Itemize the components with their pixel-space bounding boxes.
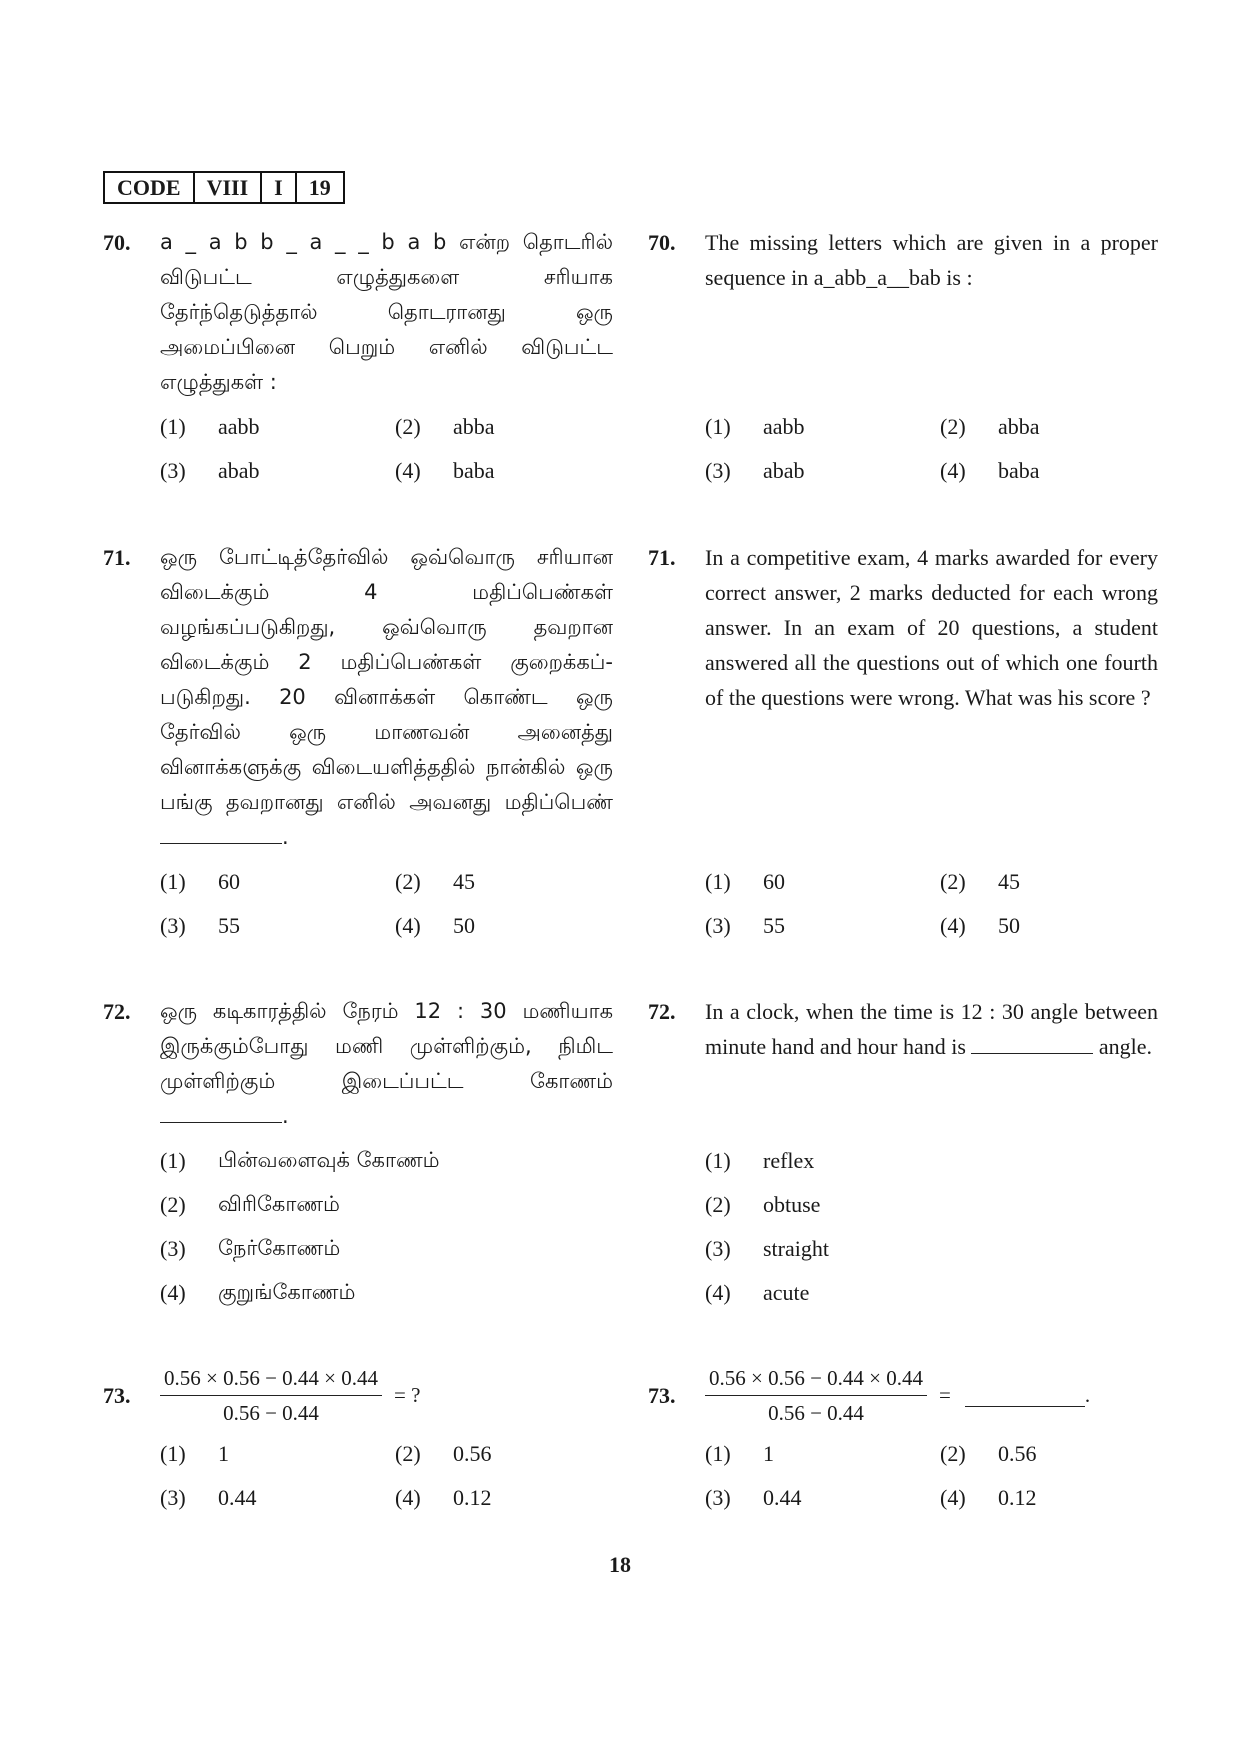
question-number: 71. [648,545,676,570]
option-3[interactable] [705,908,940,943]
question-text [160,540,613,855]
option-label: (2) [395,869,421,894]
option-3[interactable] [705,1480,940,1515]
question-text [160,994,613,1134]
option-2[interactable] [395,1436,630,1471]
option-value: reflex [763,1148,815,1173]
option-value: 0.56 [453,1441,492,1466]
option-4[interactable] [940,908,1175,943]
option-value: aabb [218,414,260,439]
option-4[interactable] [160,1275,620,1310]
question-end: . [282,825,289,849]
option-label: (1) [160,1441,186,1466]
option-value: 55 [763,913,785,938]
option-1[interactable] [160,1143,620,1178]
option-value: நேர்கோணம் [218,1236,341,1260]
question-number: 72. [103,999,131,1024]
option-value: abab [763,458,805,483]
question-body: ஒரு கடிகாரத்தில் நேரம் 12 : 30 மணியாக இருக்கும்போது மணி முள்ளிற்கும், நிமிட முள்ளிற்கும் இடைப்பட்ட கோணம் [160,999,613,1093]
option-label: (4) [705,1280,731,1305]
question-text [705,994,1158,1134]
option-3[interactable] [160,908,395,943]
option-1[interactable] [160,864,395,899]
question-body: ஒரு போட்டித்தேர்வில் ஒவ்வொரு சரியான விடைக்கும் 4 மதிப்பெண்கள் வழங்கப்படுகிறது, ஒவ்வொரு தவறான விடைக்கும் 2 மதிப்பெண்கள் குறைக்கப்-படுகிறது. 20 வினாக்கள் கொண்ட ஒரு தேர்வில் ஒரு மாணவன் அனைத்து வினாக்களுக்கு விடையளித்ததில் நான்கில் ஒரு பங்கு தவறானது எனில் அவனது மதிப்பெண் [160,545,613,814]
fraction-expression [160,1360,613,1430]
question-72-tamil [103,994,613,1310]
option-label: (2) [940,414,966,439]
answer-blank [160,821,282,844]
code-number: 19 [308,175,331,200]
page-number: 18 [609,1552,631,1577]
option-value: acute [763,1280,810,1305]
option-2[interactable] [705,1187,1165,1222]
option-label: (2) [705,1192,731,1217]
answer-blank [965,1384,1085,1407]
options [705,1143,1158,1310]
answer-blank [971,1031,1093,1054]
answer-blank [160,1100,282,1123]
option-value: 0.44 [763,1485,802,1510]
option-1[interactable] [705,1436,940,1471]
option-3[interactable] [705,1231,1165,1266]
options [160,1436,613,1515]
option-label: (1) [160,1148,186,1173]
option-4[interactable] [940,1480,1175,1515]
question-73-english [648,1360,1158,1515]
option-label: (4) [940,458,966,483]
fraction [705,1364,927,1427]
option-2[interactable] [395,409,630,444]
question-number: 70. [648,230,676,255]
question-72-english [648,994,1158,1310]
options [705,1436,1158,1515]
option-value: 50 [453,913,475,938]
fraction-denominator: 0.56 − 0.44 [768,1400,864,1425]
option-value: 0.44 [218,1485,257,1510]
option-value: 60 [218,869,240,894]
question-number: 73. [648,1383,676,1408]
option-label: (4) [160,1280,186,1305]
fraction [160,1364,382,1427]
option-value: பின்வளைவுக் கோணம் [218,1148,440,1172]
option-label: (3) [160,1236,186,1261]
option-label: (3) [160,913,186,938]
option-label: (1) [705,1148,731,1173]
option-label: (1) [705,869,731,894]
option-1[interactable] [705,409,940,444]
option-label: (4) [395,458,421,483]
question-71-english [648,540,1158,943]
option-label: (2) [160,1192,186,1217]
question-73-tamil [103,1360,613,1515]
option-value: 0.12 [998,1485,1037,1510]
question-70-english [648,225,1158,488]
option-value: 0.12 [453,1485,492,1510]
option-value: abba [453,414,495,439]
question-end: . [282,1104,289,1128]
option-value: 60 [763,869,785,894]
option-label: (4) [940,1485,966,1510]
option-label: (1) [160,869,186,894]
option-3[interactable] [160,453,395,488]
options [705,409,1158,488]
option-label: (3) [705,458,731,483]
question-text: In a competitive exam, 4 marks awarded for every correct answer, 2 marks deducted for each wrong answer. In an exam of 20 questions, a student answered all the questions out of which one fourth of the questions were wrong. What was his score ? [705,545,1158,710]
option-1[interactable] [160,1436,395,1471]
question-number: 71. [103,545,131,570]
options [705,864,1158,943]
option-3[interactable] [705,453,940,488]
question-71-tamil [103,540,613,943]
option-label: (4) [940,913,966,938]
question-number: 73. [103,1383,131,1408]
options [160,1143,613,1310]
option-label: (2) [940,1441,966,1466]
option-4[interactable] [395,453,630,488]
option-label: (4) [395,913,421,938]
option-value: 1 [218,1441,229,1466]
option-label: (3) [705,1485,731,1510]
option-value: 45 [998,869,1020,894]
option-value: குறுங்கோணம் [218,1280,356,1304]
option-value: 45 [453,869,475,894]
option-label: (3) [705,1236,731,1261]
option-value: aabb [763,414,805,439]
option-value: 50 [998,913,1020,938]
option-4[interactable] [940,453,1175,488]
question-end: . [1084,1382,1091,1407]
option-label: (2) [395,1441,421,1466]
code-paper: I [262,173,297,202]
option-value: 55 [218,913,240,938]
option-label: (4) [395,1485,421,1510]
question-end: angle. [1098,1034,1153,1059]
question-text: a _ a b b _ a _ _ b a b என்ற தொடரில் விடுபட்ட எழுத்துகளை சரியாக தேர்ந்தெடுத்தால் தொடரானது ஒரு அமைப்பினை பெறும் எனில் விடுபட்ட எழுத்துகள் : [160,230,613,394]
option-value: abab [218,458,260,483]
option-value: 1 [763,1441,774,1466]
option-2[interactable] [940,409,1175,444]
option-value: baba [998,458,1040,483]
option-value: 0.56 [998,1441,1037,1466]
option-label: (1) [705,1441,731,1466]
option-1[interactable] [160,409,395,444]
option-value: baba [453,458,495,483]
code-class: VIII [195,173,263,202]
code-label: CODE [105,173,195,202]
option-1[interactable] [705,1143,1165,1178]
option-label: (2) [395,414,421,439]
option-value: obtuse [763,1192,821,1217]
option-value: abba [998,414,1040,439]
option-3[interactable] [160,1231,620,1266]
code-box [103,171,345,204]
option-4[interactable] [395,908,630,943]
option-label: (1) [160,414,186,439]
option-3[interactable] [160,1480,395,1515]
fraction-numerator: 0.56 × 0.56 − 0.44 × 0.44 [160,1364,382,1396]
question-body: In a clock, when the time is 12 : 30 angle between minute hand and hour hand is [705,999,1158,1059]
question-70-tamil [103,225,613,488]
question-number: 72. [648,999,676,1024]
option-value: விரிகோணம் [218,1192,340,1216]
option-4[interactable] [705,1275,1165,1310]
option-4[interactable] [395,1480,630,1515]
fraction-denominator: 0.56 − 0.44 [223,1400,319,1425]
option-2[interactable] [160,1187,620,1222]
option-2[interactable] [940,864,1175,899]
equals-sign: = [939,1382,951,1407]
equals-question: = ? [394,1382,421,1407]
option-label: (1) [705,414,731,439]
option-2[interactable] [940,1436,1175,1471]
option-2[interactable] [395,864,630,899]
option-value: straight [763,1236,829,1261]
options [160,409,613,488]
option-label: (2) [940,869,966,894]
options [160,864,613,943]
option-label: (3) [705,913,731,938]
question-number: 70. [103,230,131,255]
fraction-expression [705,1360,1158,1430]
option-1[interactable] [705,864,940,899]
option-label: (3) [160,1485,186,1510]
fraction-numerator: 0.56 × 0.56 − 0.44 × 0.44 [705,1364,927,1396]
question-text: The missing letters which are given in a proper sequence in a_abb_a__bab is : [705,230,1158,290]
option-label: (3) [160,458,186,483]
